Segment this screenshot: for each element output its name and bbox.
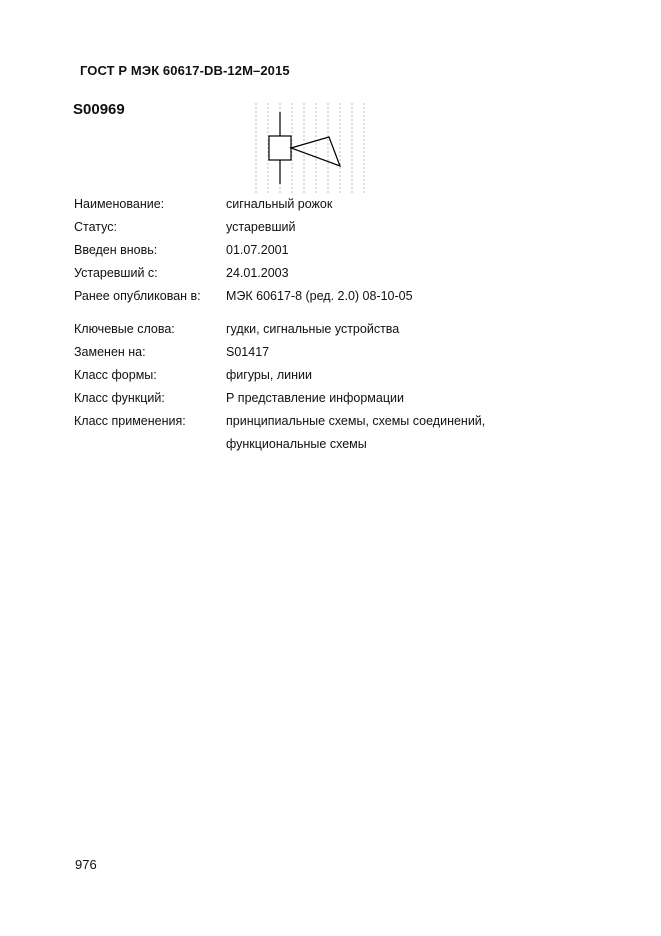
attribute-value: принципиальные схемы, схемы соединений, xyxy=(226,414,486,428)
attribute-value: S01417 xyxy=(226,345,270,359)
attribute-label: Ключевые слова: xyxy=(74,322,175,336)
symbol-horn-shape xyxy=(291,137,340,166)
attribute-label: Введен вновь: xyxy=(74,243,158,257)
attribute-value: устаревший xyxy=(226,220,296,234)
attribute-value: 01.07.2001 xyxy=(226,243,289,257)
horn-symbol-figure xyxy=(250,100,370,196)
attribute-label: Ранее опубликован в: xyxy=(74,289,201,303)
attribute-value: 24.01.2003 xyxy=(226,266,289,280)
attribute-value: фигуры, линии xyxy=(226,368,312,382)
attribute-value: функциональные схемы xyxy=(226,437,367,451)
document-header: ГОСТ Р МЭК 60617-DB-12M–2015 xyxy=(80,63,290,78)
symbol-body-box xyxy=(269,136,291,160)
attribute-label: Устаревший с: xyxy=(74,266,158,280)
attribute-label: Статус: xyxy=(74,220,117,234)
attribute-label: Класс функций: xyxy=(74,391,165,405)
attribute-value: гудки, сигнальные устройства xyxy=(226,322,400,336)
attribute-label: Класс применения: xyxy=(74,414,186,428)
page-number: 976 xyxy=(75,857,97,872)
attribute-label: Класс формы: xyxy=(74,368,157,382)
attribute-label: Заменен на: xyxy=(74,345,146,359)
attribute-label: Наименование: xyxy=(74,197,165,211)
attribute-value: Р представление информации xyxy=(226,391,404,405)
symbol-code: S00969 xyxy=(73,101,125,118)
attribute-value: МЭК 60617-8 (ред. 2.0) 08-10-05 xyxy=(226,289,413,303)
attribute-value: сигнальный рожок xyxy=(226,197,333,211)
